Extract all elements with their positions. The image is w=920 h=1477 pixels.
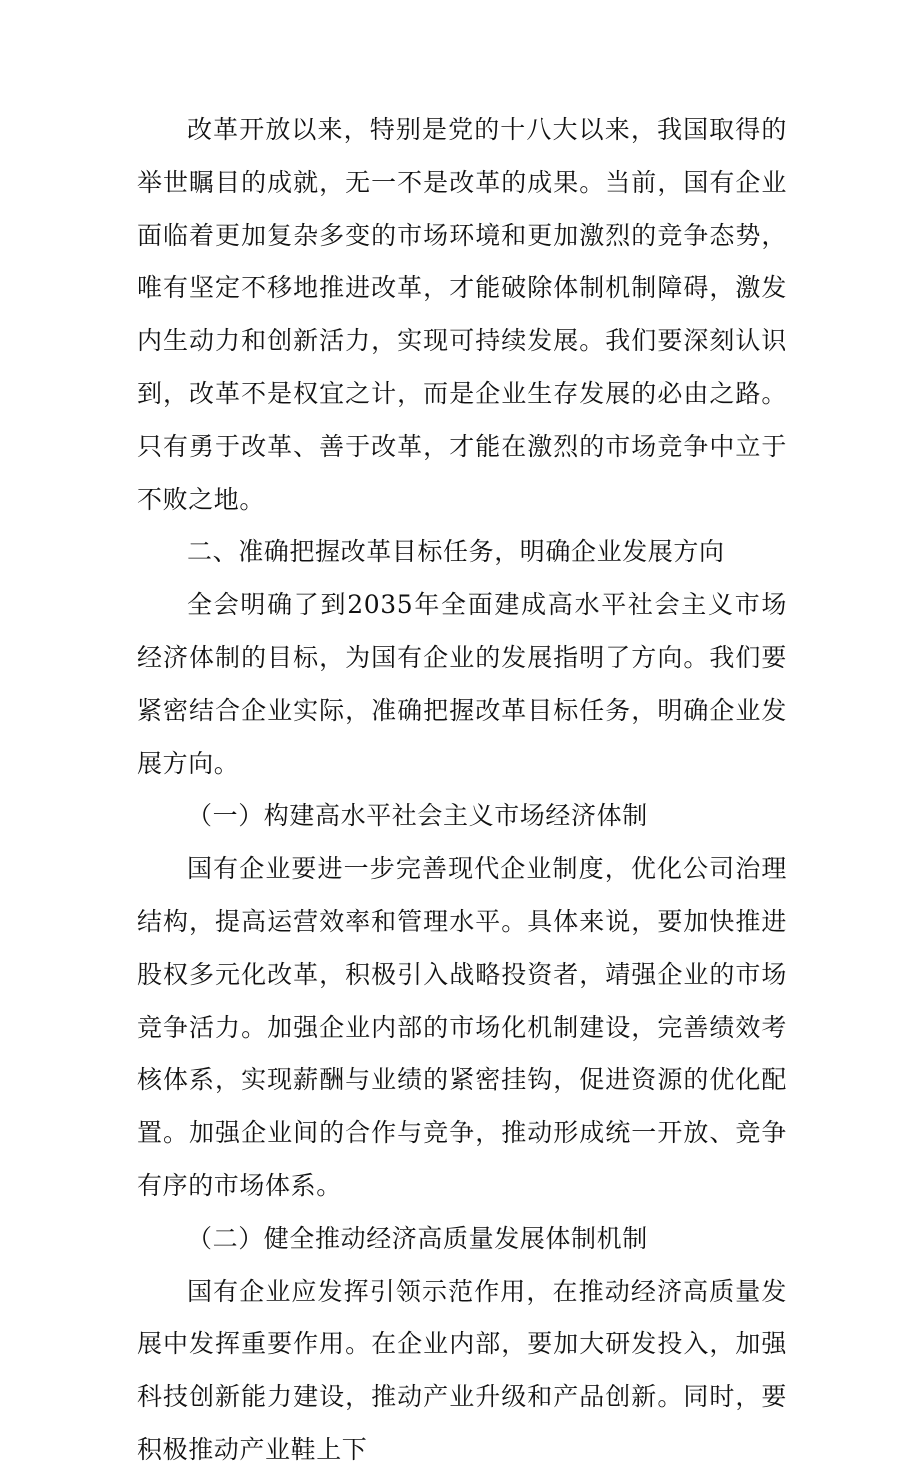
- section-heading-2: 二、准确把握改革目标任务，明确企业发展方向: [187, 537, 725, 567]
- paragraph-plenary-goals: 全会明确了到2035年全面建成高水平社会主义市场经济体制的目标，为国有企业的发展指明了方向。我们要紧密结合企业实际，准确把握改革目标任务，明确企业发展方向。: [137, 590, 787, 778]
- paragraph-high-quality-development: 国有企业应发挥引领示范作用，在推动经济高质量发展中发挥重要作用。在企业内部，要加大研发投入，加强科技创新能力建设，推动产业升级和产品创新。同时，要积极推动产业鞋上下: [137, 1276, 787, 1464]
- document-body: [137, 104, 787, 1477]
- subsection-heading-1: （一）构建高水平社会主义市场经济体制: [187, 801, 648, 831]
- paragraph-modern-enterprise: 国有企业要进一步完善现代企业制度，优化公司治理结构，提高运营效率和管理水平。具体来说，要加快推进股权多元化改革，积极引入战略投资者，靖强企业的市场竞争活力。加强企业内部的市场化机制建设，完善绩效考核体系，实现薪酬与业绩的紧密挂钩，促进资源的优化配置。加强企业间的合作与竞争，推动形成统一开放、竞争有序的市场体系。: [137, 854, 787, 1200]
- paragraph-reform-significance: 改革开放以来，特别是党的十八大以来，我国取得的举世瞩目的成就，无一不是改革的成果。当前，国有企业面临着更加复杂多变的市场环境和更加激烈的竞争态势，唯有坚定不移地推进改革，才能破除体制机制障碍，激发内生动力和创新活力，实现可持续发展。我们要深刻认识到，改革不是权宜之计，而是企业生存发展的必由之路。只有勇于改革、善于改革，才能在激烈的市场竞争中立于不败之地。: [137, 115, 787, 514]
- subsection-heading-2: （二）健全推动经济高质量发展体制机制: [187, 1223, 648, 1253]
